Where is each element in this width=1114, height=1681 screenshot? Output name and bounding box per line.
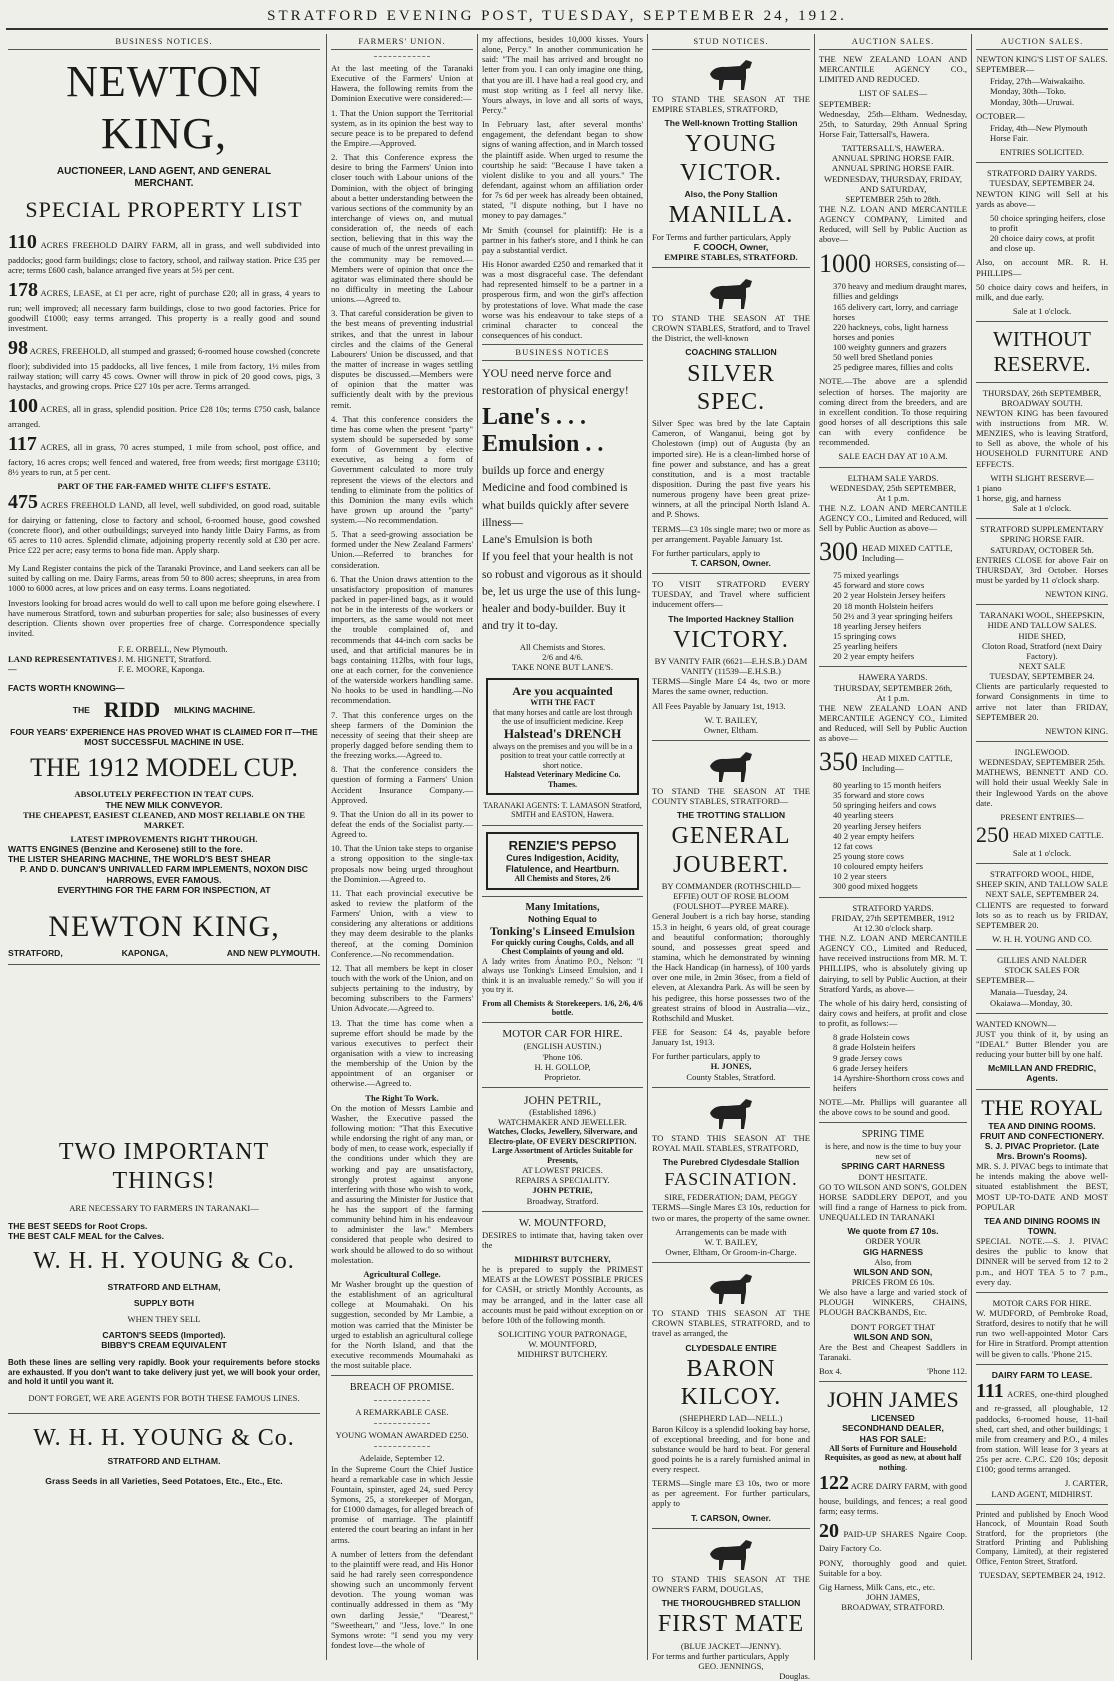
- grass-line: Grass Seeds in all Varieties, Seed Potatoes, Etc., Etc., Etc.: [45, 1476, 283, 1487]
- newton-king-role: AUCTIONEER, LAND AGENT, AND GENERAL MERCHANT.: [56, 165, 272, 189]
- article-paragraph: 8. That the conference considers the question of forming a Farmers' Union Accident Insurance Company.—Approved.: [331, 764, 473, 805]
- motor-car-title: MOTOR CAR FOR HIRE.: [502, 1028, 623, 1041]
- lanes-take: TAKE NONE BUT LANE'S.: [512, 661, 613, 672]
- ridd-brand: RIDD: [103, 696, 161, 722]
- column-auction-sales: AUCTION SALES. THE NEW ZEALAND LOAN AND MERCANTILE AGENCY CO., LIMITED AND REDUCED. LIST OF SALES— SEPTEMBER: Wednesday, 25th—Eltham. Wednesday, 25th, to Saturday, 29th Annual Spring Horse Fair, Tattersall's, Hawera. TATTERSALL'S, HAWERA. ANNUAL SPRING HORSE FAIR. ANNUAL SPRING HORSE FAIR. WEDNESDAY, THURSDAY, FRIDAY, AND SATURDAY, SEPTEMBER 25th to 28th. THE N.Z. LOAN AND MERCANTILE AGENCY COMPANY, Limited and Reduced, will Sell by Public Auction as above— 1000 HORSES, consisting of— 370 heavy and medium draught mares, fillies and geldings 165 delivery cart, lorry, and carriage horses 220 hackneys, cobs, light harness horses and ponies 100 weighty gunners and grazers 50 well bred Shetland ponies 25 pedigree mares, fillies and colts NOTE.—The above are a splendid selection of horses. The majority are coming direct from the breeders, and are in excellent condition. To those requiring good horses of all descriptions this sale can with every confidence be recommended. SALE EACH DAY AT 10 A.M. ELTHAM SALE YARDS. WEDNESDAY, 25th SEPTEMBER, At 1 p.m. THE N.Z. LOAN AND MERCANTILE AGENCY CO., Limited and Reduced, will Sell by Public Auction as above— 300 HEAD MIXED CATTLE, Including— 75 mixed yearlings 45 forward and store cows 20 2 year Holstein Jersey heifers 20 18 month Holstein heifers 50 2½ and 3 year springing heifers 18 yearling Jersey heifers 15 springing cows 25 yearling heifers 20 2 year empty heifers HAWERA YARDS. THURSDAY, SEPTEMBER 26th, At 1 p.m. THE NEW ZEALAND LOAN AND MERCANTILE AGENCY CO., Limited and Reduced, will Sell by Public Auction as above— 350 HEAD MIXED CATTLE, Including— 80 yearling to 15 month heifers 35 forward and store cows 50 springing heifers and cows 40 yearling steers 20 yearling Jersey heifers 40 2 year empty heifers 12 fat cows 25 young store cows 10 coloured empty heifers 10 2 year steers 300 good mixed hoggets STRATFORD YARDS. FRIDAY, 27th SEPTEMBER, 1912 At 12.30 o'clock sharp. THE N.Z. LOAN AND MERCANTILE AGENCY CO., Limited and Reduced, have received instructions from MR. M. T. PHILLIPS, who is absolutely giving up dairying, to sell by Public Auction, at their Stratford Yards, as above— The whole of his dairy herd, consisting of dairy cows and heifers, at profit and close to profit, as follows:— 8 grade Holstein cows 8 grade Holstein heifers 9 grade Jersey cows 6 grade Jersey heifers 14 Ayrshire-Shorthorn cross cows and heifers NOTE.—Mr. Phillips will guarantee all the above cows to be sound and good. SPRING TIME is here, and now is the time to buy your new set of SPRING CART HARNESS DON'T HESITATE. GO TO WILSON AND SON'S, GOLDEN HORSE SADDLERY DEPOT, and you will find a range of Harness to pick from. UNEQUALLED IN TARANAKI We quote from £7 10s. ORDER YOUR GIG HARNESS Also, from WILSON AND SON, PRICES FROM £6 10s. We also have a large and varied stock of PLOUGH WINKERS, CHAINS, PLOUGH BACKBANDS, Etc. DON'T FORGET THAT WILSON AND SON, Are the Best and Cheapest Saddlers in Taranaki. Box 4. 'Phone 112. JOHN JAMES LICENSED SECONDHAND DEALER, HAS FOR SALE: All Sorts of Furniture and Household Requisites, as good as new, at about half nothing. 122 ACRE DAIRY FARM, with good house, buildings, and fences; a real good farm; easy terms. 20 PAID-UP SHARES Ngaire Coop. Dairy Factory Co. PONY, thoroughly good and quiet. Suitable for a boy. Gig Harness, Milk Cans, etc., etc. JOHN JAMES, BROADWAY, STRATFORD.: [819, 36, 967, 1613]
- everything-line: EVERYTHING FOR THE FARM FOR INSPECTION, AT: [57, 884, 271, 895]
- article-paragraph: 4. That this conference considers the time has come when the present "party" system should be superseded by some form of Government by elective executive, as being a form of Government calculated to more truly represent the views of the electors and tending to eliminate from the politics of this Dominion the many evils which have grown up around the "party" system.—No recommendation.: [331, 413, 473, 526]
- property-item: 98 ACRES, FREEHOLD, all stumped and grassed; 6-roomed house cowshed (concrete floor); subdivided into 15 paddocks, all live fences, 1 mile from factory, 1½ miles from railway station; will carry 45 cows. Owner will throw in pick of 20 good cows, pigs, 3 haystacks, and growing crops. Price £27 10s per acre. Terms arranged.: [8, 337, 320, 392]
- article-paragraph: 3. That careful consideration be given to the best means of preventing industrial strikes, and that the unrest in labour circles and the claims of the General Labourers' Union be discussed, and that the matter of increase in wages settling disputes be discussed.—Members were of opinion that the matter was sufficiently dealt with by the previous remit.: [331, 308, 473, 410]
- lanes-ad-intro: YOU need nerve force and restoration of physical energy!: [482, 366, 629, 398]
- horse-icon: [704, 1534, 758, 1572]
- tonking-many: Many Imitations,: [525, 901, 600, 913]
- column-header: STUD NOTICES.: [652, 34, 810, 50]
- selling-text: Both these lines are selling very rapidly. Book your requirements before stocks are exhausted. If you don't want to take delivery just yet, we will book your order, and hold it until you want it.: [8, 1358, 320, 1387]
- column-divider: [814, 34, 815, 1660]
- imprint: Printed and published by Enoch Wood Hancock, of Mountain Road South Stratford, for the proprietors (the Stratford Printing and Publishing Company, Limited), at their registered Office, Fenton Street, Stratford.: [976, 1509, 1108, 1566]
- column-farmers-union: [331, 34, 473, 1660]
- article-paragraph: Mr Washer brought up the question of the establishment of an agricultural college at Moumahaki. On his suggestion, seconded by Mr Lambie, a motion was carried that the Minister be urged to establish an agricultural college for the North Island, and that the executive recommends Moumahaki as the most suitable place.: [331, 1279, 473, 1371]
- article-paragraph: 13. That the time has come when a supreme effort should be made by the various executives to perfect their organisation with a view to increasing the membership of the Union by the appointment of an organiser or otherwise.—Agreed to.: [331, 1017, 473, 1089]
- cliffs-heading: PART OF THE FAR-FAMED WHITE CLIFF'S ESTATE.: [57, 480, 271, 491]
- young-title-2: W. H. H. YOUNG & Co.: [33, 1424, 295, 1451]
- spring-time-title: SPRING TIME: [861, 1129, 925, 1141]
- latest-line: LATEST IMPROVEMENTS RIGHT THROUGH.: [70, 833, 258, 844]
- column-divider: [647, 34, 648, 1660]
- without-reserve-title: WITHOUT RESERVE.: [993, 327, 1091, 376]
- column-business-notices: [8, 34, 320, 1660]
- renzies-pepso-ad: RENZIE'S PEPSO Cures Indigestion, Acidity, Flatulence, and Heartburn. All Chemists and Stores, 2/6: [486, 832, 639, 890]
- ridd-line: THE RIDD MILKING MACHINE.: [72, 696, 256, 722]
- property-item: 110 ACRES FREEHOLD DAIRY FARM, all in grass, and well subdivided into paddocks; good farm buildings; close to factory, school, and railway station. Price £35 per acre; terms £600 cash, balance arranged five years at 5½ per cent.: [8, 231, 320, 276]
- column-stud-notices: STUD NOTICES. TO STAND THE SEASON AT THE EMPIRE STABLES, STRATFORD, The Well-known Trotting Stallion YOUNG VICTOR. Also, the Pony Stallion MANILLA. For Terms and further particulars, Apply F. COOCH, Owner, EMPIRE STABLES, STRATFORD. TO STAND THE SEASON AT THE CROWN STABLES, Stratford, and to Travel the District, the well-known COACHING STALLION SILVER SPEC. Silver Spec was bred by the late Captain Cameron, of Wanganui, being got by Cholestown (imp) out of Augusta (by an imported sire). He is a clean-limbed horse of fine power and substance, and has a great constitution, and is a most tractable disposition. During the past five years his numerous progeny have been great prize-winners, at all the principal North Island A. and P. Shows. TERMS—£3 10s single mare; two or more as per arrangement. Payable January 1st. For further particulars, apply to T. CARSON, Owner. TO VISIT STRATFORD EVERY TUESDAY, and Travel where sufficient inducement offers— The Imported Hackney Stallion VICTORY. BY VANITY FAIR (6621—E.H.S.B.) DAM VANITY (11539—E.H.S.B.) TERMS—Single Mare £4 4s, two or more Mares the same owner, reduction. All Fees Payable by January 1st, 1913. W. T. BAILEY, Owner, Eltham. TO STAND THE SEASON AT THE COUNTY STABLES, STRATFORD— THE TROTTING STALLION GENERAL JOUBERT. BY COMMANDER (ROTHSCHILD—EFFIE) OUT OF ROSE BLOOM (FOULSHOT—PYREE MARE). General Joubert is a rich bay horse, standing 15.3 in height, 6 years old, of great courage and beautiful conformation; thoroughly sound, and possesses great speed and stamina, which he demonstrated by winning the Hack Handicap (in harness), of 100 yards over one mile, in 2min 36sec, from a field of eleven, at Alexandra Park. As will be seen by his pedigree, this horse possesses two of the greatest strains of blood in Australia—viz., Rothschild and Musket. FEE for Season: £4 4s, payable before January 1st, 1913. For further particulars, apply to H. JONES, County Stables, Stratford. TO STAND THIS SEASON AT THE ROYAL MAIL STABLES, STRATFORD, The Purebred Clydesdale Stallion FASCINATION. SIRE, FEDERATION; DAM, PEGGY TERMS—Single Mares £3 10s, reduction for two or mares, the property of the same owner. Arrangements can be made with W. T. BAILEY, Owner, Eltham, Or Groom-in-Charge. TO STAND THIS SEASON AT THE CROWN STABLES, STRATFORD, and to travel as arranged, the CLYDESDALE ENTIRE BARON KILCOY. (SHEPHERD LAD—NELL.) Baron Kilcoy is a splendid looking bay horse, of exceptional breeding, and for bone and substance would be hard to beat. For general good points he is a rarely furnished animal in every respect. TERMS—Single mare £3 10s, two or more as per agreement. For further particulars, apply to T. CARSON, Owner. TO STAND THIS SEASON AT THE OWNER'S FARM, DOUGLAS, THE THOROUGHBRED STALLION FIRST MATE (BLUE JACKET—JENNY). For terms and further particulars, Apply GEO. JENNINGS, Douglas.: [652, 36, 810, 1681]
- property-item: 178 ACRES, LEASE, at £1 per acre, right of purchase £20; all in grass, 4 years to run; well improved; all necessary farm buildings, close to two good factories. Price for goodwill £1000; easy terms arranged. This property is a really good and sound investment.: [8, 279, 320, 334]
- article-paragraph: 6. That the Union draws attention to the unsatisfactory proposition of manures packed in paper-lined bags, as it would not be in the interests of the workers or importers, as the same would not meet the trouble complained of, and recommends that 44-inch corn sacks be used, and that artificial manures be in bags containing 112lbs, with four lugs, one at each corner, for the convenience of the waterside workers handling same. No hooks to be used in handling.—No recommendation.: [331, 573, 473, 706]
- newton-king-places: STRATFORD, KAPONGA, AND NEW PLYMOUTH.: [8, 948, 320, 959]
- column-auction-sales-2: AUCTION SALES. NEWTON KING'S LIST OF SALES. SEPTEMBER— Friday, 27th—Waiwakaiho. Monday, 30th—Toko. Monday, 30th—Uruwai. OCTOBER— Friday, 4th—New Plymouth Horse Fair. ENTRIES SOLICITED. STRATFORD DAIRY YARDS. TUESDAY, SEPTEMBER 24. NEWTON KING will Sell at his yards as above— 50 choice springing heifers, close to profit 20 choice dairy cows, at profit and close up. Also, on account MR. R. H. PHILLIPS— 50 choice dairy cows and heifers, in milk, and due early. Sale at 1 o'clock. WITHOUT RESERVE. THURSDAY, 26th SEPTEMBER, BROADWAY SOUTH. NEWTON KING has been favoured with instructions from MR. W. MENZIES, who is leaving Stratford, to Sell as above, the whole of his HOUSEHOLD FURNITURE AND EFFECTS. WITH SLIGHT RESERVE— 1 piano 1 horse, gig, and harness Sale at 1 o'clock. STRATFORD SUPPLEMENTARY SPRING HORSE FAIR. SATURDAY, OCTOBER 5th. ENTRIES CLOSE for above Fair on THURSDAY, 3rd October. Horses must be yarded by 11 o'clock sharp. NEWTON KING. TARANAKI WOOL, SHEEPSKIN, HIDE AND TALLOW SALES. HIDE SHED, Cloton Road, Stratford (next Dairy Factory). NEXT SALE TUESDAY, SEPTEMBER 24. Clients are particularly requested to forward Consignments in time to arrive not later than FRIDAY, SEPTEMBER 20. NEWTON KING. INGLEWOOD. WEDNESDAY, SEPTEMBER 25th. MATHEWS, BENNETT AND CO. will hold their usual Weekly Sale in their Inglewood Yards on the above date. PRESENT ENTRIES— 250 HEAD MIXED CATTLE. Sale at 1 o'clock. STRATFORD WOOL, HIDE, SHEEP SKIN, AND TALLOW SALE NEXT SALE, SEPTEMBER 24. CLIENTS are requested to forward lots so as to reach us by FRIDAY, SEPTEMBER 20. W. H. H. YOUNG AND CO. GILLIES AND NALDER STOCK SALES FOR SEPTEMBER— Manaia—Tuesday, 24. Okaiawa—Monday, 30. WANTED KNOWN— JUST you think of it, by using an "IDEAL" Butter Blender you are reducing your butter bill by one half. McMILLAN AND FREDRIC, Agents. THE ROYAL TEA AND DINING ROOMS. FRUIT AND CONFECTIONERY. S. J. PIVAC Proprietor. (Late Mrs. Brown's Rooms). MR. S. J. PIVAC begs to intimate that he intends making the above well-situated establishment the BEST, MOST UP-TO-DATE AND MOST POPULAR TEA AND DINING ROOMS IN TOWN. SPECIAL NOTE.—S. J. PIVAC desires the public to know that DINNER will be served from 12 to 2 p.m., and HOT TEA 5 to 7 p.m., every day. MOTOR CARS FOR HIRE. W. MUDFORD, of Pembroke Road, Stratford, desires to notify that he will run two well-appointed Motor Cars for Hire in Stratford. Prompt attention will be given to calls. 'Phone 215. DAIRY FARM TO LEASE. 111 ACRES, one-third ploughed and re-grassed, all ploughable, 12 paddocks, 6-roomed house, 11-bail shed, cart shed, and other buildings; 1 mile from creamery and P.O., 4 miles from station. Will lease for 3 years at 25s per acre. C.P.C. £20 10s; deposit £100; good terms arranged. J. CARTER, LAND AGENT, MIDHIRST. Printed and published by Enoch Wood Hancock, of Mountain Road South Stratford, for the proprietors (the Stratford Printing and Publishing Company, Limited), at their registered Office, Fenton Street, Stratford. TUESDAY, SEPTEMBER 24, 1912.: [976, 36, 1108, 1581]
- article-paragraph: my affections, besides 10,000 kisses. Yours alone, Percy." In another communication he said: "The mail has arrived and brought no letter from you. I can only imagine one thing, that you are ill. I have had a real good cry, and must stop writing as I feel all nervy like. Yours always, in love and all sorts of ways, Percy.": [482, 34, 643, 115]
- petrie-title: JOHN PETRIL,: [523, 1092, 602, 1107]
- horse-icon: [704, 1268, 758, 1306]
- bibby-line: BIBBY'S CREAM EQUIVALENT: [101, 1340, 227, 1351]
- article-paragraph: 5. That a seed-growing association be formed under the New Zealand Farmers' Union.—Referred to branches for consideration.: [331, 529, 473, 570]
- stallion-name: VICTORY.: [673, 626, 789, 653]
- land-register-text: My Land Register contains the pick of the Taranaki Province, and Land seekers can all be suited by calling on me. Dairy Farms, areas from 50 to 800 acres; sheepruns, in area from 1000 to 6000 acres, at low prices and on easy terms. Loans negotiated.: [8, 563, 320, 594]
- subheading: The Right To Work.: [365, 1092, 439, 1103]
- column-divider: [971, 34, 972, 1660]
- stallion-name: FIRST MATE: [657, 1611, 805, 1638]
- article-paragraph: 10. That the Union take steps to organise a strong opposition to the single-tax proposals now being urged throughout the Dominion.—Agreed to.: [331, 843, 473, 884]
- lanes-text: builds up force and energy Medicine and food combined is what builds quickly after severe illness—: [482, 465, 629, 529]
- article-paragraph: A number of letters from the defendant to the plaintiff were read, and His Honor said he had rarely seen correspondence showing such an uncommonly fervent devotion. The young woman was continually addressed in them as "My own darling Jessie," "Dearest," "Sweetheart," and "Jess, love." In one Symons wrote: "I send you my very fondest love—the whole of: [331, 1548, 473, 1650]
- stallion-name: GENERAL JOUBERT.: [671, 823, 791, 878]
- column-header: BUSINESS NOTICES.: [8, 34, 320, 50]
- horse-icon: [704, 1093, 758, 1131]
- land-representatives: LAND REPRESENTATIVES— F. E. ORBELL, New Plymouth. J. M. HIGNETT, Stratford. F. E. MOORE, Kaponga.: [8, 644, 228, 675]
- masthead-rule: [6, 28, 1108, 30]
- cup-line: ABSOLUTELY PERFECTION IN TEAT CUPS.: [74, 789, 254, 800]
- two-things-title: TWO IMPORTANT THINGS!: [58, 1139, 270, 1194]
- column-divider: [326, 34, 327, 1660]
- the-royal-title: THE ROYAL: [981, 1094, 1103, 1120]
- tonking-text: For quickly curing Coughs, Colds, and all Chest Complaints of young and old.: [491, 937, 634, 957]
- lanes-text2: If you feel that your health is not so robust and vigorous as it should be, let us urge the use of this lung-healer and body-builder. Buy it and try it to-day.: [482, 551, 642, 633]
- article-paragraph: 2. That this Conference express the desire to bring the Farmers' Union into closer touch with Labour unions of the Dominion, with the object of bringing about a better understanding between the various sections of the community by an interchange of views on, and mutual consideration of, the needs of each section, believing that in this way the cause of much of the unrest prevailing in the community may be removed.—Members were of opinion that once the agitator was eliminated there should be no difficulty in meeting the Labour unions.—Agreed to.: [331, 152, 473, 305]
- horse-list: 370 heavy and medium draught mares, fillies and geldings 165 delivery cart, lorry, and carriage horses 220 hackneys, cobs, light harness horses and ponies 100 weighty gunners and grazers 50 well bred Shetland ponies 25 pedigree mares, fillies and colts: [833, 281, 967, 373]
- article-paragraph: 12. That all members be kept in closer touch with the work of the Union, and on subjects pertaining to the industry, by becoming subscribers to the Farmers' Union Advocate.—Agreed to.: [331, 962, 474, 1014]
- article-paragraph: 7. That this conference urges on the sheep farmers of the Dominion the necessity of seeing that their sheep are properly dagged before sending them to the freezing works.—Agreed to.: [331, 709, 473, 761]
- column-header: AUCTION SALES.: [819, 34, 967, 50]
- article-paragraph: 1. That the Union support the Territorial system, as in its opinion the best way to secure peace is to be prepared to defend the Empire.—Approved.: [331, 107, 473, 148]
- property-list-title: SPECIAL PROPERTY LIST: [25, 197, 303, 223]
- duncan-line: P. AND D. DUNCAN'S UNRIVALLED FARM IMPLEMENTS, NOXON DISC HARROWS, EVER FAMOUS.: [20, 864, 308, 885]
- when-line: WHEN THEY SELL: [127, 1313, 201, 1324]
- stallion-name: SILVER SPEC.: [687, 360, 775, 415]
- supply-line: SUPPLY BOTH: [133, 1297, 195, 1308]
- seeds-line: THE BEST SEEDS for Root Crops.: [8, 1221, 148, 1232]
- masthead: STRATFORD EVENING POST, TUESDAY, SEPTEMBER 24, 1912.: [267, 8, 847, 24]
- property-item: 475 ACRES FREEHOLD LAND, all level, well subdivided, on good road, suitable for dairying or fattening, close to factory and school, 6-roomed house, good cowshed (concrete floor), and other outbuildings; surveyed into handy little Dairy Farms, as from 65 acres to 110 acres. Splendid climate, adjoining property recently sold at £30 per acre. Price £22 per acre; easy terms to bona fide man. Apply sharp.: [8, 491, 320, 556]
- column-divider: [477, 34, 478, 1660]
- column-header: BUSINESS NOTICES: [482, 344, 643, 361]
- breach-sub: A REMARKABLE CASE.: [355, 1407, 449, 1418]
- tonking-nothing: Nothing Equal to: [528, 913, 597, 924]
- stallion-name: FASCINATION.: [664, 1169, 798, 1190]
- calf-line: THE BEST CALF MEAL for the Calves.: [8, 1231, 164, 1242]
- necessary-line: ARE NECESSARY TO FARMERS IN TARANAKI—: [69, 1202, 259, 1213]
- mountford-title: W. MOUNTFORD,: [518, 1216, 607, 1229]
- halsteads-ad: Are you acquainted WITH THE FACT that many horses and cattle are lost through the use of insufficient medicine. Keep Halstead's DRENCH always on the premises and you will be in a position to treat your cattle correctly at short notice. Halstead Veterinary Medicine Co. Thames.: [486, 678, 639, 795]
- article-paragraph: 9. That the Union do all in its power to defeat the ends of the Socialist party.—Agreed to.: [331, 808, 473, 840]
- stallion-name: YOUNG VICTOR.: [680, 131, 782, 186]
- article-paragraph: In the Supreme Court the Chief Justice heard a remarkable case in which Jessie Fountain, spinster, aged 24, sued Percy Symons, 25, a storekeeper of Morgan, for £1000 damages, for alleged breach of promise of marriage. The plaintiff entered the court bearing an infant in her arms.: [331, 1463, 473, 1545]
- stallion-name: MANILLA.: [668, 202, 794, 229]
- horse-icon: [704, 273, 758, 311]
- lanes-price: 2/6 and 4/6.: [542, 651, 583, 662]
- lanes-chemists: All Chemists and Stores.: [519, 641, 606, 652]
- article-paragraph: In February last, after several months' engagement, the defendant began to show signs of waning affection, and in March tossed the plaintiff aside. When urged to resume the courtship he said: "Because I have taken a violent dislike to you and all yours." The defendant, against whom an affiliation order for 7s 6d per week has already been obtained, stated, "I dispute nothing, but I have no money to pay damages.": [482, 119, 643, 221]
- facts-heading: FACTS WORTH KNOWING—: [8, 682, 125, 693]
- column-header: FARMERS' UNION.: [331, 34, 473, 50]
- young-location: STRATFORD AND ELTHAM,: [107, 1281, 221, 1292]
- lister-line: THE LISTER SHEARING MACHINE, THE WORLD'S BEST SHEAR: [8, 854, 271, 865]
- imprint-date: TUESDAY, SEPTEMBER 24, 1912.: [978, 1570, 1106, 1581]
- article-paragraph: 11. That each provincial executive be asked to review the platform of the Farmers' Union, with a view to considering any alterations or additions they may deem desirable to the planks thereof, at the coming Dominion Conference.—No recommendation.: [331, 887, 473, 959]
- tonking-price: From all Chemists & Storekeepers. 1/6, 2/6, 4/6 bottle.: [482, 998, 643, 1017]
- article-paragraph: At the last meeting of the Taranaki Executive of the Farmers' Union at Hawera, the following remits from the Dominion Executive were considered:—: [331, 63, 473, 104]
- conveyor-line: THE NEW MILK CONVEYOR.: [105, 799, 223, 810]
- carton-line: CARTON'S SEEDS (Imported).: [102, 1330, 226, 1341]
- investors-text: Investors looking for broad acres would do well to call upon me before going elsewhere. I have numerous Stratford, town and suburban properties for sale; also businesses of every description. Clients shown over properties free of charge. Correspondence specially invited.: [8, 597, 320, 639]
- horse-icon: [704, 54, 758, 92]
- dateline: Adelaide, September 12.: [359, 1453, 445, 1464]
- column-header: AUCTION SALES.: [976, 34, 1108, 50]
- watts-line: WATTS ENGINES (Benzine and Kerosene) still to the fore.: [8, 844, 243, 855]
- young-location-2: STRATFORD AND ELTHAM.: [107, 1456, 221, 1467]
- stallion-name: BARON KILCOY.: [680, 1355, 782, 1411]
- newton-king-footer: NEWTON KING,: [48, 909, 280, 943]
- tonking-text2: A lady writes from Ánatimo P.O., Nelson: "I always use Tonking's Linseed Emulsion, and I think it is an invaluable remedy." So will you if you try it.: [482, 956, 643, 995]
- lanes-emulsion-title: Lane's . . . Emulsion . .: [482, 403, 604, 458]
- young-title: W. H. H. YOUNG & Co.: [33, 1248, 295, 1275]
- john-james-title: JOHN JAMES: [827, 1387, 959, 1413]
- tonking-title: Tonking's Linseed Emulsion: [490, 923, 635, 938]
- four-years-text: FOUR YEARS' EXPERIENCE HAS PROVED WHAT IS CLAIMED FOR IT—THE MOST SUCCESSFUL MACHINE IN USE.: [10, 726, 318, 747]
- cheapest-line: THE CHEAPEST, EASIEST CLEANED, AND MOST RELIABLE ON THE MARKET.: [22, 809, 306, 830]
- newton-king-title: NEWTON KING,: [66, 57, 262, 158]
- property-item: 117 ACRES, all in grass, 70 acres stumped, 1 mile from school, post office, and factory, 16 acres crops; well fenced and watered, free from weeds; first mortgage £3110; 8½ years to run, at 5 per cent.: [8, 433, 320, 477]
- article-paragraph: His Honor awarded £250 and remarked that it was a most disgraceful case. The defendant had represented himself to be a partner in a prosperous firm, and won the girl's affection by protestations of love. What made the case worse was his endeavour to take steps of a criminal character to conceal the consequences of his conduct.: [482, 258, 643, 340]
- horse-icon: [704, 746, 758, 784]
- breach-title: BREACH OF PROMISE.: [349, 1382, 455, 1394]
- breach-sub2: YOUNG WOMAN AWARDED £250.: [335, 1430, 469, 1441]
- cup-title: THE 1912 MODEL CUP.: [30, 752, 298, 782]
- property-item: 100 ACRES, all in grass, splendid position. Price £28 10s; terms £750 cash, balance arranged.: [8, 395, 320, 429]
- property-list: [8, 231, 320, 477]
- agents-line: DON'T FORGET, WE ARE AGENTS FOR BOTH THESE FAMOUS LINES.: [28, 1392, 300, 1403]
- article-paragraph: Mr Smith (counsel for plaintiff): He is a partner in his father's store, and I think he can pay a substantial verdict.: [482, 224, 643, 255]
- halstead-agents: TARANAKI AGENTS: T. LAMASON Stratford, SMITH and EASTON, Hawera.: [483, 800, 642, 820]
- subheading: Agricultural College.: [363, 1268, 441, 1279]
- column-three: my affections, besides 10,000 kisses. Yours alone, Percy." In another communication he said: "The mail has arrived and brought no letter from you. I can only imagine one thing, that you are ill. I have had a real good cry, and must stop writing as I feel all nervy like. Yours always, in love and all sorts of ways, Percy." In February last, after several months' engagement, the defendant began to show signs of waning affection, and in March tossed the plaintiff aside. When urged to resume the courtship he said: "Because I have taken a violent dislike to you and all yours." The defendant, against whom an affiliation order for 7s 6d per week has already been obtained, stated, "I dispute nothing, but I have no money to pay damages." Mr Smith (counsel for plaintiff): He is a partner in his father's store, and I think he can pay a substantial verdict. His Honor awarded £250 and remarked that it was a most disgraceful case. The defendant had represented himself to be a partner in a prosperous firm, and won the girl's affection by protestations of love. What made the case worse was his endeavour to take steps of a criminal character to conceal the consequences of his conduct. BUSINESS NOTICES YOU need nerve force and restoration of physical energy! Lane's . . . Emulsion . . builds up force and energy Medicine and food combined is what builds quickly after severe illness— Lane's Emulsion is both If you feel that your health is not so robust and vigorous as it should be, let us urge the use of this lung-healer and body-builder. Buy it and try it to-day. All Chemists and Stores. 2/6 and 4/6. TAKE NONE BUT LANE'S. Are you acquainted WITH THE FACT that many horses and cattle are lost through the use of insufficient medicine. Keep Halstead's DRENCH always on the premises and you will be in a position to treat your cattle correctly at short notice. Halstead Veterinary Medicine Co. Thames. TARANAKI AGENTS: T. LAMASON Stratford, SMITH and EASTON, Hawera. RENZIE'S PEPSO Cures Indigestion, Acidity, Flatulence, and Heartburn. All Chemists and Stores, 2/6 Many Imitations, Nothing Equal to Tonking's Linseed Emulsion For quickly curing Coughs, Colds, and all Chest Complaints of young and old. A lady writes from Ánatimo P.O., Nelson: "I always use Tonking's Linseed Emulsion, and I think it is an invaluable remedy." So will you if you try it. From all Chemists & Storekeepers. 1/6, 2/6, 4/6 bottle. MOTOR CAR FOR HIRE. (ENGLISH AUSTIN.) 'Phone 106. H. H. GOLLOP, Proprietor. JOHN PETRIL, (Established 1896.) WATCHMAKER AND JEWELLER. Watches, Clocks, Jewellery, Silverware, and Electro-plate, OF EVERY DESCRIPTION. Large Assortment of Articles Suitable for Presents, AT LOWEST PRICES. REPAIRS A SPECIALITY. JOHN PETRIE, Broadway, Stratford. W. MOUNTFORD, DESIRES to intimate that, having taken over the MIDHIRST BUTCHERY, he is prepared to supply the PRIMEST MEATS at the LOWEST POSSIBLE PRICES for CASH, or strictly Monthly Accounts, as may be arranged, and in the latter case all accounts must be paid without exception on or before 10th of the following month. SOLICITING YOUR PATRONAGE, W. MOUNTFORD, MIDHIRST BUTCHERY.: [482, 34, 643, 1360]
- lanes-both: Lane's Emulsion is both: [482, 534, 593, 547]
- article-paragraph: On the motion of Messrs Lambie and Washer, the Executive passed the following motion: "That this Executive while endorsing the right of any man, or body of men, to cease work, especially if the conditions under which they are working and pay are unsatisfactory, strongly protest against anyone interfering with those who wish to work, and assuring the Minister for Justice that he has the support of the farming community behind him in his endeavour to administer the law." Members considered that people who desired to work should be allowed to do so without molestation.: [331, 1102, 473, 1265]
